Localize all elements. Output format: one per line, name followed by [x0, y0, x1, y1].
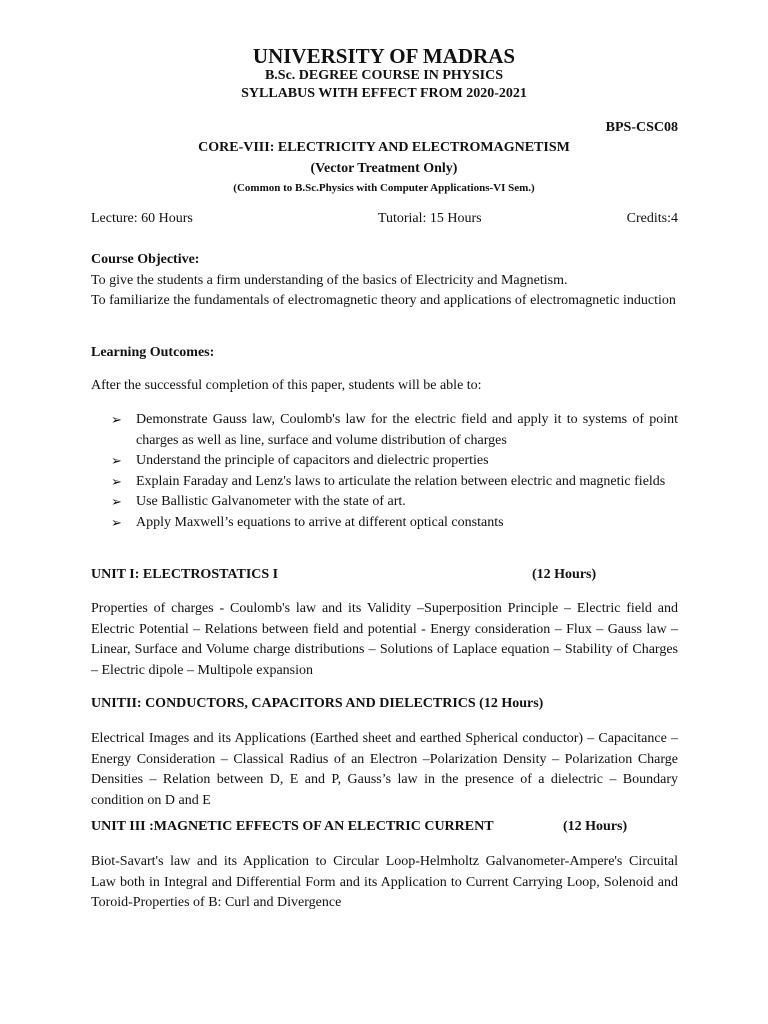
list-item: ➢ Explain Faraday and Lenz's laws to articulate the relation between electric and magnetic fields	[91, 472, 678, 493]
list-item: ➢ Apply Maxwell’s equations to arrive at different optical constants	[91, 513, 678, 534]
arrow-bullet-icon: ➢	[111, 412, 122, 427]
unit-3-title: UNIT III :MAGNETIC EFFECTS OF AN ELECTRIC CURRENT	[91, 819, 494, 834]
unit-2-heading	[91, 696, 678, 712]
syllabus-subtitle: SYLLABUS WITH EFFECT FROM 2020-2021	[241, 86, 527, 101]
lecture-hours: Lecture: 60 Hours	[91, 211, 193, 226]
outcomes-list	[91, 410, 678, 533]
list-item: ➢ Demonstrate Gauss law, Coulomb's law for the electric field and apply it to systems of point charges as well as line, surface and volume distribution of charges	[111, 412, 678, 448]
unit-1-hours: (12 Hours)	[532, 567, 597, 582]
arrow-bullet-icon: ➢	[111, 514, 122, 530]
credits: Credits:4	[626, 211, 678, 226]
unit-3-body: Biot-Savart's law and its Application to Circular Loop-Helmholtz Galvanometer-Ampere's Circuital Law both in Integral and Differential Form and its Application to Current Carrying Loop, Solenoid and Toroid-Properties of B: Curl and Divergence	[91, 854, 678, 910]
unit-1-title: UNIT I: ELECTROSTATICS I	[91, 567, 279, 582]
course-meta-row	[91, 211, 678, 227]
arrow-bullet-icon: ➢	[111, 494, 122, 509]
outcomes-heading: Learning Outcomes:	[91, 345, 215, 360]
common-note: (Common to B.Sc.Physics with Computer Applications-VI Sem.)	[233, 182, 535, 194]
arrow-bullet-icon: ➢	[111, 453, 122, 468]
degree-subtitle: B.Sc. DEGREE COURSE IN PHYSICS	[264, 68, 504, 83]
unit-2-body: Electrical Images and its Applications (Earthed sheet and earthed Spherical conductor) – Capacitance – Energy Consideration – Classical Radius of an Electron –Polarization Density – Polarization Charge Densities – Relation between D, E and P, Gauss’s law in the presence of a dielectric – Boundary condition on D and E	[91, 731, 678, 808]
arrow-bullet-icon: ➢	[111, 473, 122, 489]
unit-3-heading	[91, 819, 678, 835]
unit-2-title: UNITII: CONDUCTORS, CAPACITORS AND DIELECTRICS (12 Hours)	[91, 696, 544, 711]
objective-heading: Course Objective:	[91, 252, 200, 267]
list-item: ➢ Use Ballistic Galvanometer with the state of art.	[91, 492, 678, 513]
tutorial-hours: Tutorial: 15 Hours	[377, 211, 482, 226]
objective-line-2: To familiarize the fundamentals of electromagnetic theory and applications of electromagnetic induction	[91, 293, 676, 308]
unit-1-body: Properties of charges - Coulomb's law and its Validity –Superposition Principle – Electric field and Electric Potential – Relations between field and potential - Energy consideration – Flux – Gauss law – Linear, Surface and Volume charge distributions – Solutions of Laplace equation – Stability of Charges – Electric dipole – Multipole expansion	[91, 601, 678, 678]
objective-line-1: To give the students a firm understanding of the basics of Electricity and Magnetism.	[91, 272, 568, 288]
course-title: CORE-VIII: ELECTRICITY AND ELECTROMAGNETISM	[198, 140, 570, 155]
course-code: BPS-CSC08	[605, 120, 678, 135]
course-objective-section	[91, 250, 678, 312]
outcomes-intro: After the successful completion of this paper, students will be able to:	[91, 378, 482, 393]
list-item: ➢ Understand the principle of capacitors and dielectric properties	[91, 451, 678, 472]
university-title: UNIVERSITY OF MADRAS	[252, 44, 516, 68]
treatment-note: (Vector Treatment Only)	[310, 161, 458, 176]
unit-1-heading	[91, 567, 678, 583]
unit-3-hours: (12 Hours)	[563, 819, 628, 834]
